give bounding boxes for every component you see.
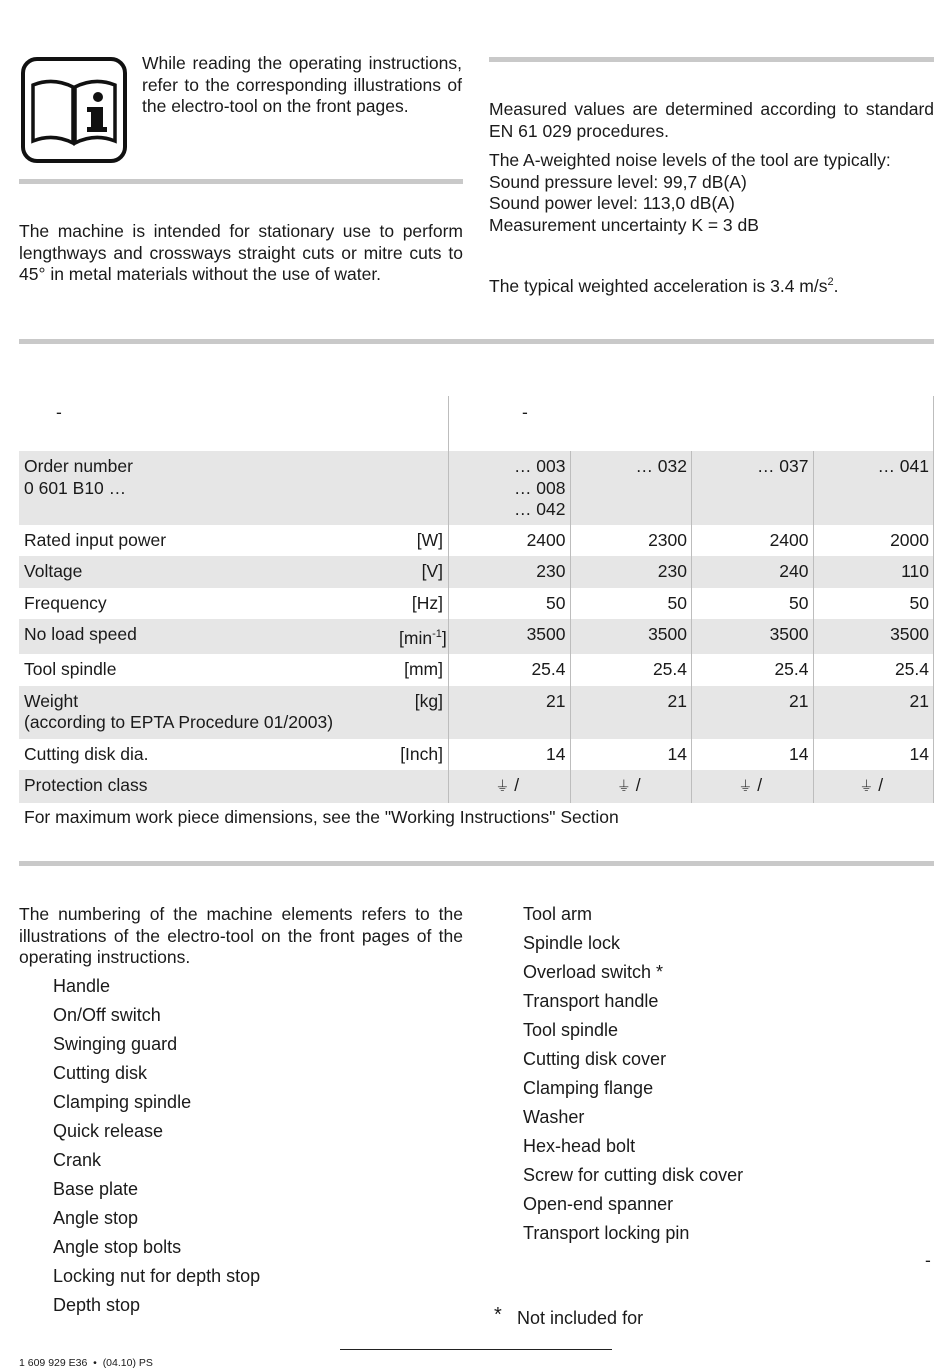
- list-item: Tool spindle: [523, 1020, 619, 1040]
- list-item: Cutting disk: [53, 1063, 148, 1083]
- table-row-protection-class: Protection class ⏚ / ⏚ / ⏚ / ⏚ /: [19, 770, 934, 803]
- asterisk-mark: *: [494, 1304, 502, 1326]
- technical-data-table: [19, 396, 934, 828]
- table-row: Cutting disk dia. [Inch] 14 14 14 14: [19, 739, 934, 771]
- list-item: Tool arm: [523, 904, 593, 924]
- list-item: Quick release: [53, 1121, 164, 1141]
- list-item: Transport locking pin: [523, 1223, 690, 1243]
- list-item: Cutting disk cover: [523, 1049, 667, 1069]
- sound-pressure-level: Sound pressure level: 99,7 dB(A): [489, 171, 747, 192]
- order-value: … 041: [813, 451, 935, 525]
- list-item: Spindle lock: [523, 933, 621, 953]
- vibration-acceleration: The typical weighted acceleration is 3.4 $m/s^2$.: [489, 275, 839, 296]
- list-item: Clamping spindle: [53, 1092, 192, 1112]
- noise-standard-text: Measured values are determined according to standard EN 61 029 procedures.: [489, 99, 934, 141]
- list-item: Handle: [53, 976, 111, 996]
- table-row: Rated input power [W] 2400 2300 2400 2000: [19, 525, 934, 557]
- elements-intro: The numbering of the machine elements refers to the illustrations of the electro-tool on the front pages of the operating instructions.: [19, 904, 463, 967]
- list-item: Swinging guard: [53, 1034, 178, 1054]
- earth-ground-icon: ⏚: [738, 778, 753, 795]
- noise-values: [489, 150, 934, 236]
- list-item: Crank: [53, 1150, 102, 1170]
- list-item: Clamping flange: [523, 1078, 654, 1098]
- table-footnote: For maximum work piece dimensions, see the "Working Instructions" Section: [24, 806, 619, 827]
- table-row: No load speed $[\min^{-1}]$ 3500 3500 3500 3500: [19, 619, 934, 654]
- order-number-prefix: 0 601 B10 …: [24, 477, 127, 498]
- earth-ground-icon: ⏚: [495, 778, 510, 795]
- list-item: Washer: [523, 1107, 585, 1127]
- table-row: Weight (according to EPTA Procedure 01/2003) [kg] 21 21 21 21: [19, 686, 934, 739]
- list-item: On/Off switch: [53, 1005, 161, 1025]
- table-row-order-number: [19, 451, 934, 525]
- list-item: Locking nut for depth stop: [53, 1266, 261, 1286]
- section-rule: [19, 179, 463, 184]
- table-row: Tool spindle [mm] 25.4 25.4 25.4 25.4: [19, 654, 934, 686]
- section-rule: [19, 339, 934, 344]
- right-dash: -: [925, 1250, 931, 1270]
- list-item: Open-end spanner: [523, 1194, 674, 1214]
- list-item: Overload switch *: [523, 962, 664, 982]
- table-row: Frequency [Hz] 50 50 50 50: [19, 588, 934, 620]
- list-item: Transport handle: [523, 991, 659, 1011]
- order-value: … 032: [570, 451, 692, 525]
- list-item: Screw for cutting disk cover: [523, 1165, 744, 1185]
- order-value: … 003 … 008 … 042: [448, 451, 570, 525]
- no-load-speed-unit: $[\min^{-1}]$: [399, 627, 447, 648]
- noise-typical-intro: The A-weighted noise levels of the tool are typically:: [489, 150, 891, 170]
- measurement-uncertainty: Measurement uncertainty K = 3 dB: [489, 214, 759, 235]
- table-header: [19, 396, 934, 451]
- list-item: Hex-head bolt: [523, 1136, 636, 1156]
- sound-power-level: Sound power level: 113,0 dB(A): [489, 193, 735, 213]
- earth-ground-icon: ⏚: [859, 778, 874, 795]
- order-number-label: Order number: [24, 456, 133, 476]
- intended-use-text: The machine is intended for stationary use to perform lengthways and crossways straight cuts or mitre cuts to 45° in metal materials without the use of water.: [19, 221, 463, 284]
- book-info-icon: [21, 57, 127, 163]
- footer-rule: [340, 1349, 612, 1350]
- list-item: Base plate: [53, 1179, 139, 1199]
- footer-code: 1 609 929 E36 • (04.10) PS: [19, 1357, 153, 1369]
- section-rule: [489, 57, 934, 62]
- table-row: Voltage [V] 230 230 240 110: [19, 556, 934, 588]
- elements-list-right: [523, 900, 743, 1248]
- section-rule: [19, 861, 934, 866]
- list-item: Angle stop bolts: [53, 1237, 182, 1257]
- order-value: … 037: [691, 451, 813, 525]
- earth-ground-icon: ⏚: [616, 778, 631, 795]
- not-included-note: Not included for: [517, 1308, 644, 1328]
- elements-list-left: [53, 972, 260, 1320]
- intro-note: While reading the operating instructions, refer to the corresponding illustrations of the electro-tool on the front pages.: [142, 53, 462, 116]
- header-right-dash: -: [522, 402, 528, 422]
- header-left-dash: -: [56, 402, 62, 422]
- list-item: Depth stop: [53, 1295, 141, 1315]
- list-item: Angle stop: [53, 1208, 139, 1228]
